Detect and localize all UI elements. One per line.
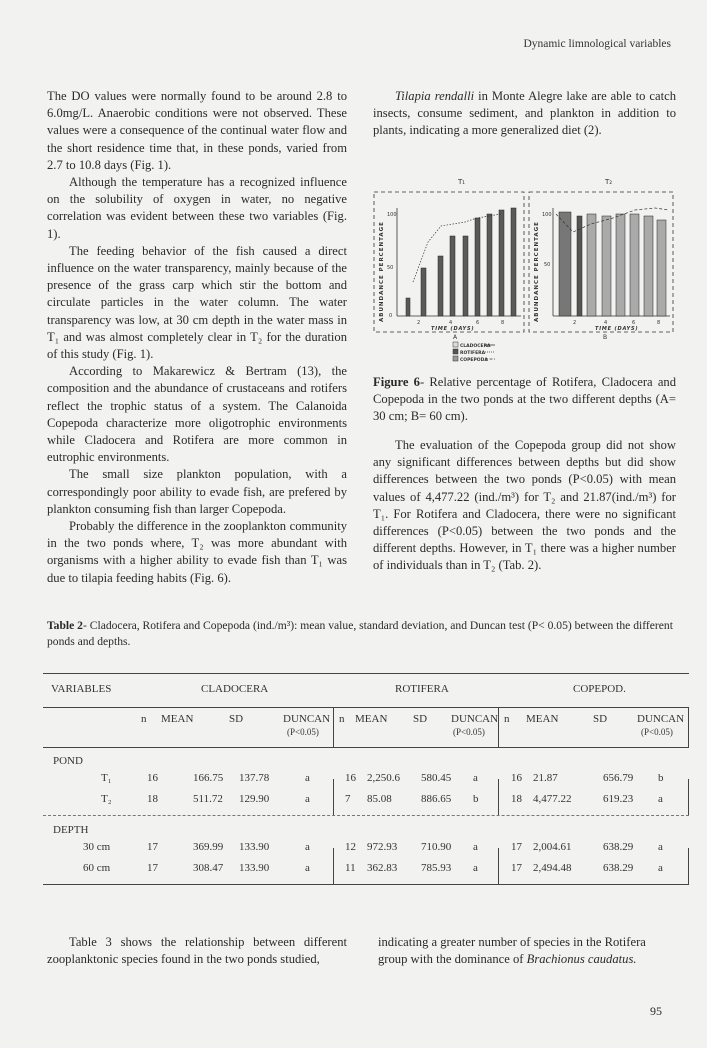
table-cell: 17 [147,841,158,853]
paragraph: According to Makarewicz & Bertram (13), the composition and the abundance of crustaceans and rotifers reflect the trophic status of a system. The Calanoida Copepoda characterize more oligotrophic environments while Cladocera and Rotifera are more common in eutrophic environments. [47,364,347,465]
paragraph-text: indicating a greater number of species in the Rotifera group with the dominance of [378,935,646,967]
bar [450,236,455,316]
table-cell: a [305,772,310,784]
table-cell: 656.79 [603,772,634,784]
table-subheader: SD [229,713,244,725]
table-cell: 18 [511,793,522,805]
table-cell: a [305,793,310,805]
table-subheader: n [141,713,147,725]
table-cell: a [305,841,310,853]
table-cell: 886.65 [421,793,452,805]
table-group-header: COPEPOD. [573,683,626,695]
table-cell: 16 [511,772,522,784]
y-tick-label: 50 [387,265,394,271]
bar [406,298,410,316]
table-subheader: MEAN [161,713,194,725]
bar [559,212,571,316]
paragraph: The small size plankton population, with a correspondingly poor ability to evade fish, are prefered by plankton consuming fish than larger Copepoda. [47,467,347,516]
table-row-label: T₂ [101,793,112,805]
table-divider [498,707,499,747]
table-divider [688,707,689,747]
table-cell: 129.90 [239,793,270,805]
bar [487,214,492,316]
bar [438,256,443,316]
table-cell: 7 [345,793,351,805]
table-divider [333,779,334,815]
table-caption-text: - Cladocera, Rotifera and Copepoda (ind./m³): mean value, standard deviation, and Duncan test (P< 0.05) between the different ponds and depths. [47,619,673,648]
table-caption-label: Table 2 [47,619,83,632]
paragraph [373,88,676,140]
x-axis-label-a: TIME (DAYS) [431,326,475,332]
table-cell: 785.93 [421,862,452,874]
table-subheader: n [339,713,345,725]
table-cell: a [658,862,663,874]
legend-swatch [453,342,458,347]
running-header: Dynamic limnological variables [523,38,671,50]
table-header-variables: VARIABLES [51,683,112,695]
y-axis-label-b: ABUNDANCE PERCENTAGE [534,221,540,322]
x-tick-label: 8 [657,320,661,326]
bottom-right-column [378,934,678,968]
table-cell: 16 [147,772,158,784]
x-tick-label: 4 [449,320,453,326]
paragraph: Table 3 shows the relationship between different zooplanktonic species found in the two ponds studied, [47,935,347,967]
table-cell: 2,494.48 [533,862,572,874]
legend-label: COPEPODA [460,358,488,363]
y-tick-label: 100 [542,212,552,218]
legend-label: ROTIFERA [460,351,486,356]
table-2 [43,673,689,888]
species-name: Tilapia rendalli [395,89,475,103]
table-cell: 18 [147,793,158,805]
legend-swatch [453,356,458,361]
x-tick-label: 4 [604,320,608,326]
table-subheader: MEAN [355,713,388,725]
y-tick-label: 50 [544,262,551,268]
table-section-depth: DEPTH [53,824,89,836]
panel-label-t1: T₁ [458,178,466,186]
y-tick-label: 0 [389,313,393,319]
paragraph: The feeding behavior of the fish caused a direct influence on the water transparency, mainly because of the presence of the grass carp which stir the bottom and circulate particles in the water column. The water transparency was low, at 30 cm depth in the water mass in T₁ and was almost completely clear in T₂ for the duration of this study (Fig. 1). [47,243,347,362]
table-cell: 137.78 [239,772,270,784]
legend-swatch [453,349,458,354]
table-divider [333,707,334,747]
table-cell: 21.87 [533,772,558,784]
table-subheader: (P<0.05) [453,727,485,737]
table-cell: 2,250.6 [367,772,400,784]
table-cell: 638.29 [603,862,634,874]
table-rule [43,884,689,885]
species-name: Brachionus caudatus. [526,952,637,967]
table-cell: 638.29 [603,841,634,853]
table-cell: 308.47 [193,862,224,874]
right-column-intro [373,88,676,140]
table-subheader: MEAN [526,713,559,725]
bar [630,214,639,316]
table-row-label: 60 cm [83,862,111,874]
x-tick-label: 6 [632,320,636,326]
table-divider [498,779,499,815]
x-tick-label: 2 [417,320,421,326]
table-subheader: SD [413,713,428,725]
table-cell: a [658,793,663,805]
paragraph: Although the temperature has a recognized influence on the solubility of oxygen in water, no negative correlation was evident between these two variables (Fig. 1). [47,175,347,241]
table-section-pond: POND [53,755,83,767]
table-group-header: CLADOCERA [201,683,269,695]
table-cell: 133.90 [239,862,270,874]
y-axis-label-a: ABUNDANCE PERCENTAGE [379,221,385,322]
page-number: 95 [650,1004,662,1018]
table-subheader: DUNCAN [283,713,331,725]
sub-label-b: B [603,334,608,341]
table-cell: a [473,841,478,853]
sub-label-a: A [453,334,458,341]
table-cell: b [473,793,479,805]
paragraph: Probably the difference in the zooplankton community in the two ponds where, T₂ was more abundant with organisms with a higher ability to evade fish than T₁ was due to tilapia feeding habits (Fig. 6). [47,519,347,585]
table-rule [43,707,689,708]
x-axis-label-b: TIME (DAYS) [595,326,639,332]
paragraph: The evaluation of the Copepoda group did not show any significant differences between depths but did show differences between the two ponds (P<0.05) with mean values of 4,477.22 (ind./m³) for T₂ and 21.87(ind./m³) for T₁. For Rotifera and Cladocera, there were no significant differences (P<0.05) between the two ponds and the different depths. However, in T₁ there was a higher number of individuals than in T₂ (Tab. 2). [373,438,676,573]
right-column-body [373,437,676,575]
table-row-label: 30 cm [83,841,111,853]
panel-label-t2: T₂ [605,178,613,186]
table-divider [333,848,334,884]
table-cell: a [473,862,478,874]
paragraph: The DO values were normally found to be around 2.8 to 6.0mg/L. Anaerobic conditions were not observed. These values were a consequence of the continual water flow and the short residence time that, in these ponds, varied from 2.7 to 10.8 days (Fig. 1). [47,89,347,172]
legend-label: CLADOCERA [460,344,491,349]
table-cell: a [473,772,478,784]
figure-6-plot [373,172,676,368]
table-group-header: ROTIFERA [395,683,449,695]
bar [657,220,666,316]
table-subheader: (P<0.05) [641,727,673,737]
figure-6 [373,172,676,368]
table-subheader: SD [593,713,608,725]
legend [453,342,495,363]
table-subheader: DUNCAN [637,713,685,725]
table-divider [688,848,689,884]
table-cell: b [658,772,664,784]
table-divider [688,779,689,815]
paragraph-text: in Monte Alegre lake are able to catch insects, consume sediment, and plankton in addition to plants, indicating a more generalized diet (2). [373,89,676,138]
table-cell: 511.72 [193,793,223,805]
bottom-left-column [47,934,347,968]
table-cell: 17 [511,841,522,853]
bar [499,210,504,316]
table-cell: 17 [147,862,158,874]
table-subheader: DUNCAN [451,713,499,725]
bar [421,268,426,316]
x-tick-label: 2 [573,320,577,326]
table-cell: 4,477.22 [533,793,572,805]
bar [511,208,516,316]
table-caption [47,618,687,649]
table-subheader: (P<0.05) [287,727,319,737]
bar [587,214,596,316]
figure-caption-text: - Relative percentage of Rotifera, Cladocera and Copepoda in the two ponds at the two different depths (A= 30 cm; B= 60 cm). [373,375,676,424]
table-cell: 619.23 [603,793,634,805]
figure-caption-label: Figure 6 [373,375,420,389]
x-tick-label: 8 [501,320,505,326]
panel-a-bars [406,208,516,316]
table-subheader: n [504,713,510,725]
bar [616,214,625,316]
table-cell: 2,004.61 [533,841,572,853]
table-cell: 580.45 [421,772,452,784]
bar [644,216,653,316]
table-cell: a [305,862,310,874]
x-tick-label: 6 [476,320,480,326]
table-cell: a [658,841,663,853]
y-tick-label: 100 [387,212,397,218]
table-cell: 85.08 [367,793,392,805]
panel-b-bars [559,212,666,316]
table-cell: 11 [345,862,356,874]
table-cell: 972.93 [367,841,398,853]
table-cell: 16 [345,772,356,784]
table-divider [498,848,499,884]
table-cell: 369.99 [193,841,224,853]
table-row-label: T₁ [101,772,112,784]
left-column [47,88,347,587]
figure-caption [373,374,676,426]
bar [475,218,480,316]
table-cell: 17 [511,862,522,874]
table-cell: 133.90 [239,841,270,853]
table-cell: 362.83 [367,862,398,874]
table-cell: 710.90 [421,841,452,853]
table-rule [43,673,689,674]
bar [577,216,582,316]
table-cell: 12 [345,841,356,853]
table-rule [43,815,689,817]
table-rule [43,747,689,748]
bar [463,236,468,316]
table-cell: 166.75 [193,772,224,784]
bar [602,216,611,316]
